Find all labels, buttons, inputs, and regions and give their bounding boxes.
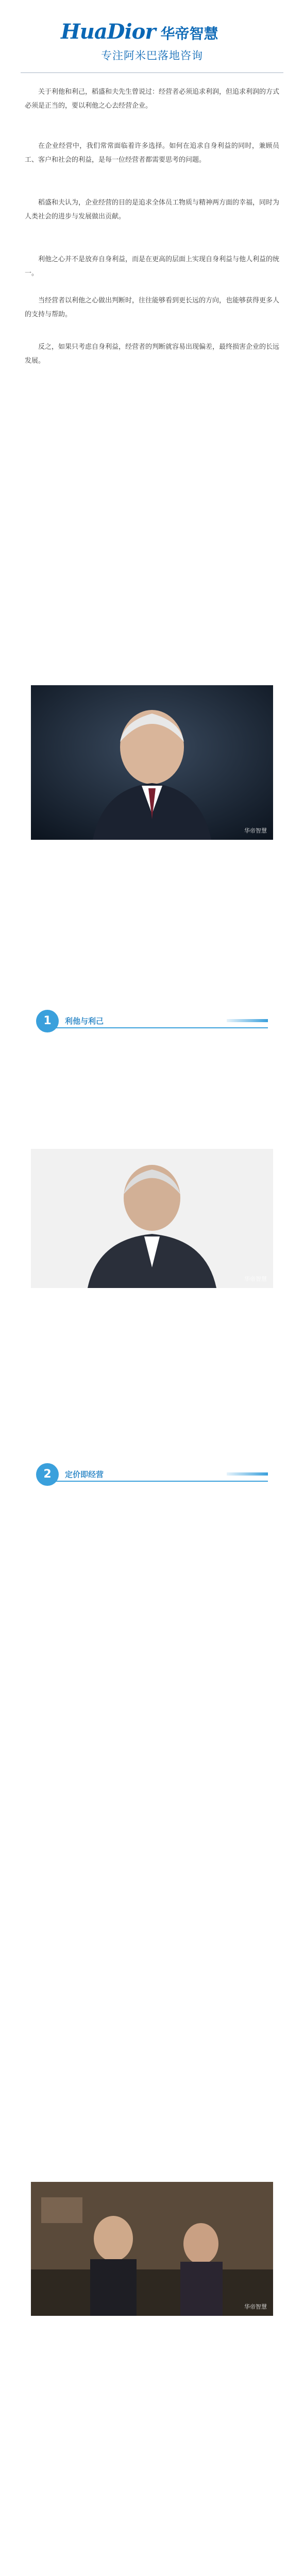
- event-image: [31, 2182, 273, 2316]
- portrait-photo: [31, 685, 273, 840]
- section-number: 2: [36, 1463, 59, 1486]
- brand-logo: [61, 20, 218, 44]
- portrait-image: [31, 1149, 273, 1288]
- portrait-image: [31, 685, 273, 840]
- paragraph: 稻盛和夫认为，企业经营的目的是追求全体员工物质与精神两方面的幸福，同时为人类社会的进步与发展做出贡献。: [25, 199, 280, 221]
- section-number: 1: [36, 1010, 59, 1032]
- section-label: 定价即经营: [65, 1470, 104, 1479]
- divider: [21, 72, 283, 73]
- logo-text-cn: 华帝智慧: [160, 25, 218, 42]
- paragraph: 当经营者以利他之心做出判断时，往往能够看到更长远的方向，也能够获得更多人的支持与帮助。: [25, 297, 280, 318]
- paragraph: 在企业经营中，我们常常面临着许多选择。如何在追求自身利益的同时，兼顾员工、客户和社会的利益，是每一位经营者都需要思考的问题。: [25, 142, 279, 164]
- section-heading-2: [36, 1463, 268, 1486]
- event-photo: [31, 2182, 273, 2316]
- section-heading-1: [36, 1010, 268, 1032]
- paragraph: 反之，如果只考虑自身利益，经营者的判断就容易出现偏差，最终损害企业的长远发展。: [25, 343, 280, 365]
- watermark: 华帝智慧: [244, 1276, 267, 1282]
- paragraph: 关于利他和利己，稻盛和夫先生曾说过：经营者必须追求利润，但追求利润的方式必须是正当的，要以利他之心去经营企业。: [25, 88, 280, 110]
- section-label: 利他与利己: [65, 1016, 104, 1026]
- paragraph: 利他之心并不是放弃自身利益，而是在更高的层面上实现自身利益与他人利益的统一。: [25, 256, 280, 277]
- watermark: 华帝智慧: [244, 2303, 267, 2310]
- logo-text-en: HuaDior: [61, 20, 156, 44]
- watermark: 华帝智慧: [244, 827, 267, 834]
- portrait-photo: [31, 1149, 273, 1288]
- slogan: 专注阿米巴落地咨询: [101, 49, 203, 62]
- section-decoration: [227, 1019, 268, 1022]
- header: [0, 0, 304, 67]
- section-decoration: [227, 1472, 268, 1476]
